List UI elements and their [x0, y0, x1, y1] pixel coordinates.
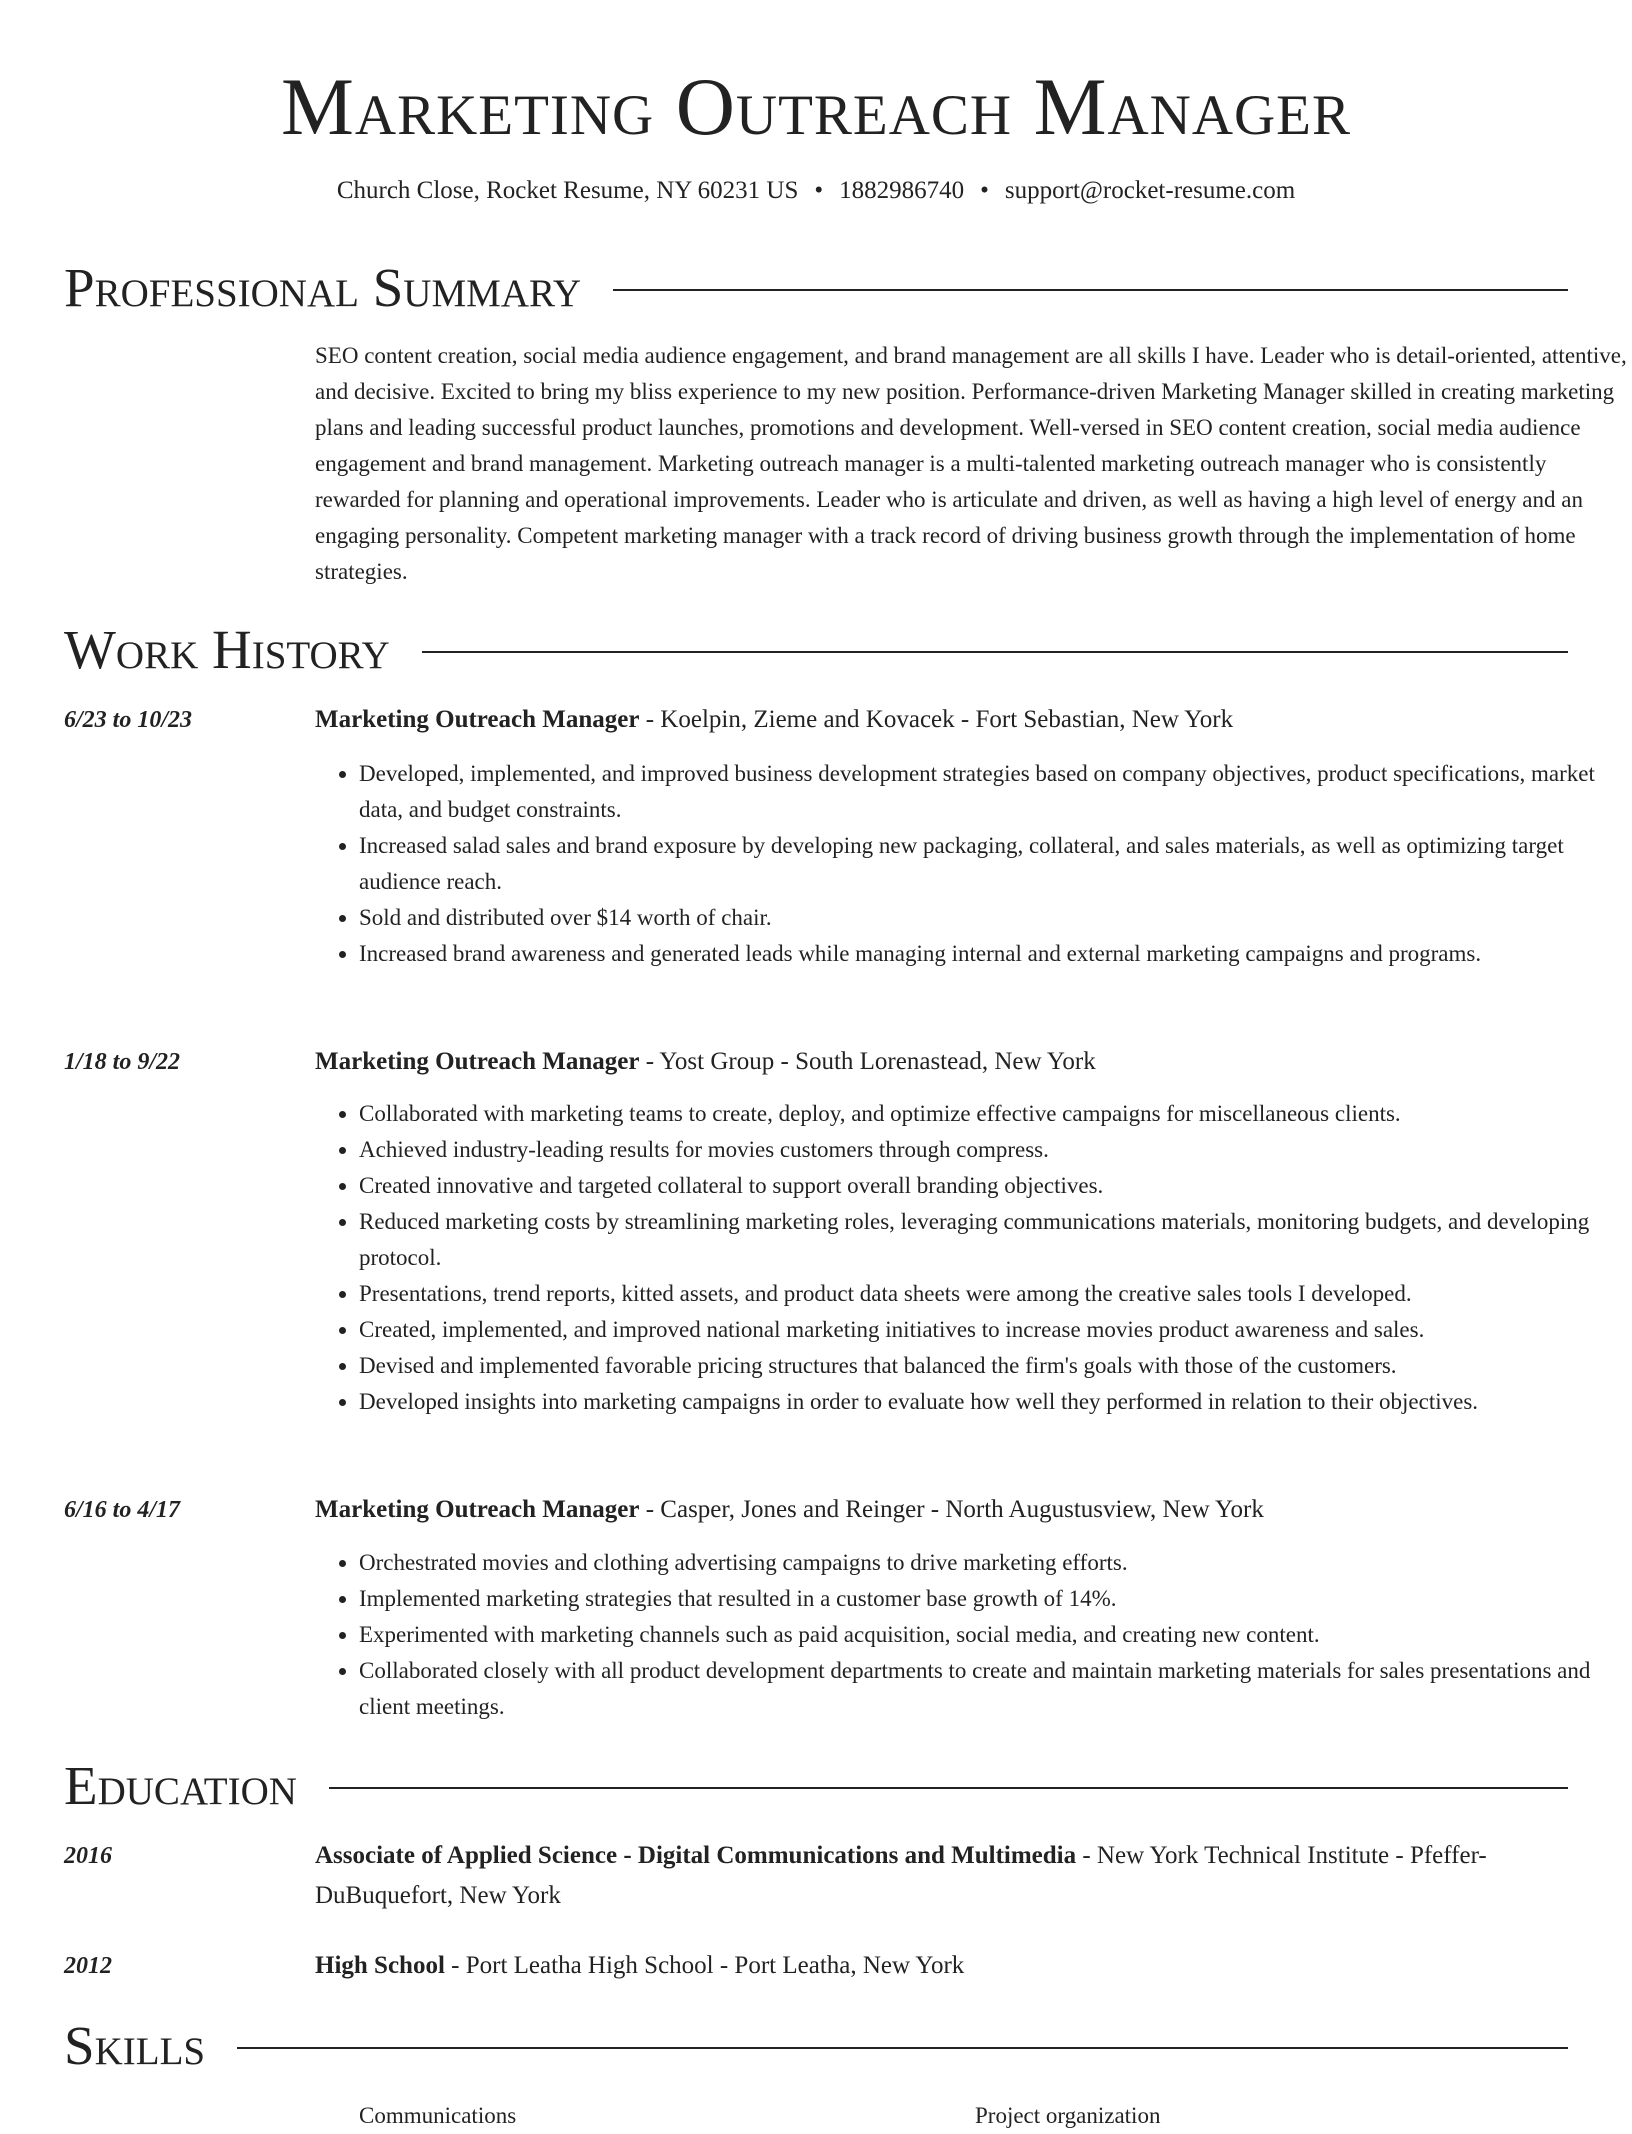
- section-divider: [422, 651, 1568, 653]
- section-title: Work History: [64, 619, 390, 680]
- email: support@rocket-resume.com: [1004, 177, 1296, 204]
- list-item: • Developed, implemented, and improved business development strategies based on company objectives, product specifications, market data, and budget constraints.: [359, 756, 1631, 828]
- section-header-education: [64, 1756, 1568, 1816]
- list-item: • Developed insights into marketing campaigns in order to evaluate how well they performed in relation to their objectives.: [359, 1384, 1631, 1420]
- list-item: • Collaborated with marketing teams to create, deploy, and optimize effective campaigns for miscellaneous clients.: [359, 1096, 1631, 1132]
- list-item: • Created innovative and targeted collateral to support overall branding objectives.: [359, 1168, 1631, 1204]
- job-bullets: [315, 1096, 1631, 1420]
- education-degree: High School: [315, 1952, 445, 1979]
- education-title-line: [315, 1946, 1595, 1986]
- job-bullets: [315, 756, 1631, 972]
- job-bullets: [315, 1545, 1631, 1725]
- list-item: • Presentations, trend reports, kitted assets, and product data sheets were among the creative sales tools I developed.: [359, 1276, 1631, 1312]
- separator: •: [814, 177, 824, 204]
- section-header-work-history: [64, 620, 1568, 680]
- job-title-line: [315, 700, 1595, 740]
- education-degree: Associate of Applied Science - Digital Communications and Multimedia: [315, 1842, 1077, 1869]
- list-item: • Experimented with marketing channels such as paid acquisition, social media, and creating new content.: [359, 1617, 1631, 1653]
- education-details: - New York Technical Institute - Pfeffer-DuBuquefort, New York: [315, 1842, 1487, 1909]
- job-role: Marketing Outreach Manager: [315, 1496, 640, 1523]
- section-title: Education: [64, 1755, 297, 1816]
- job-details: - Koelpin, Zieme and Kovacek - Fort Sebastian, New York: [639, 706, 1234, 733]
- section-header-summary: [64, 258, 1568, 318]
- job-dates: 6/16 to 4/17: [64, 1497, 181, 1523]
- education-year: 2016: [64, 1843, 112, 1869]
- education-title-line: [315, 1836, 1565, 1916]
- section-title: Skills: [64, 2015, 206, 2076]
- list-item: • Increased brand awareness and generated leads while managing internal and external marketing campaigns and programs.: [359, 936, 1631, 972]
- section-header-skills: [64, 2016, 1568, 2076]
- section-divider: [329, 1787, 1568, 1789]
- phone: 1882986740: [839, 177, 965, 204]
- skill-item: Communications: [359, 2103, 517, 2128]
- list-item: • Increased salad sales and brand exposure by developing new packaging, collateral, and sales materials, as well as optimizing target audience reach.: [359, 828, 1631, 900]
- section-title: Professional Summary: [64, 257, 582, 318]
- list-item: • Sold and distributed over $14 worth of chair.: [359, 900, 1631, 936]
- job-role: Marketing Outreach Manager: [315, 1048, 640, 1075]
- job-role: Marketing Outreach Manager: [315, 706, 640, 733]
- education-year: 2012: [64, 1953, 112, 1979]
- job-dates: 6/23 to 10/23: [64, 707, 193, 733]
- job-dates: 1/18 to 9/22: [64, 1049, 181, 1075]
- education-details: - Port Leatha High School - Port Leatha, New York: [444, 1952, 965, 1979]
- list-item: • Achieved industry-leading results for movies customers through compress.: [359, 1132, 1631, 1168]
- candidate-name: Marketing Outreach Manager: [281, 61, 1351, 152]
- job-details: - Yost Group - South Lorenastead, New York: [639, 1048, 1096, 1075]
- section-divider: [237, 2047, 1568, 2049]
- list-item: • Implemented marketing strategies that resulted in a customer base growth of 14%.: [359, 1581, 1631, 1617]
- job-title-line: [315, 1490, 1595, 1530]
- job-details: - Casper, Jones and Reinger - North Augustusview, New York: [639, 1496, 1264, 1523]
- contact-line: [64, 174, 1568, 208]
- section-divider: [613, 289, 1568, 291]
- list-item: • Created, implemented, and improved national marketing initiatives to increase movies product awareness and sales.: [359, 1312, 1631, 1348]
- address: Church Close, Rocket Resume, NY 60231 US: [336, 177, 799, 204]
- separator: •: [980, 177, 989, 204]
- list-item: • Reduced marketing costs by streamlining marketing roles, leveraging communications materials, monitoring budgets, and developing protocol.: [359, 1204, 1631, 1276]
- list-item: • Orchestrated movies and clothing advertising campaigns to drive marketing efforts.: [359, 1545, 1631, 1581]
- summary-text: SEO content creation, social media audience engagement, and brand management are all skills I have. Leader who is detail-oriented, attentive, and decisive. Excited to bring my bliss experience to my new position. Performance-driven Marketing Manager skilled in creating marketing plans and leading successful product launches, promotions and development. Well-versed in SEO content creation, social media audience engagement and brand management. Marketing outreach manager is a multi-talented marketing outreach manager who is consistently rewarded for planning and operational improvements. Leader who is articulate and driven, as well as having a high level of energy and an engaging personality. Competent marketing manager with a track record of driving business growth through the implementation of home strategies.: [315, 343, 1627, 584]
- skill-item: Project organization: [975, 2103, 1161, 2128]
- list-item: • Collaborated closely with all product development departments to create and maintain marketing materials for sales presentations and client meetings.: [359, 1653, 1631, 1725]
- job-title-line: [315, 1042, 1595, 1082]
- list-item: • Devised and implemented favorable pricing structures that balanced the firm's goals with those of the customers.: [359, 1348, 1631, 1384]
